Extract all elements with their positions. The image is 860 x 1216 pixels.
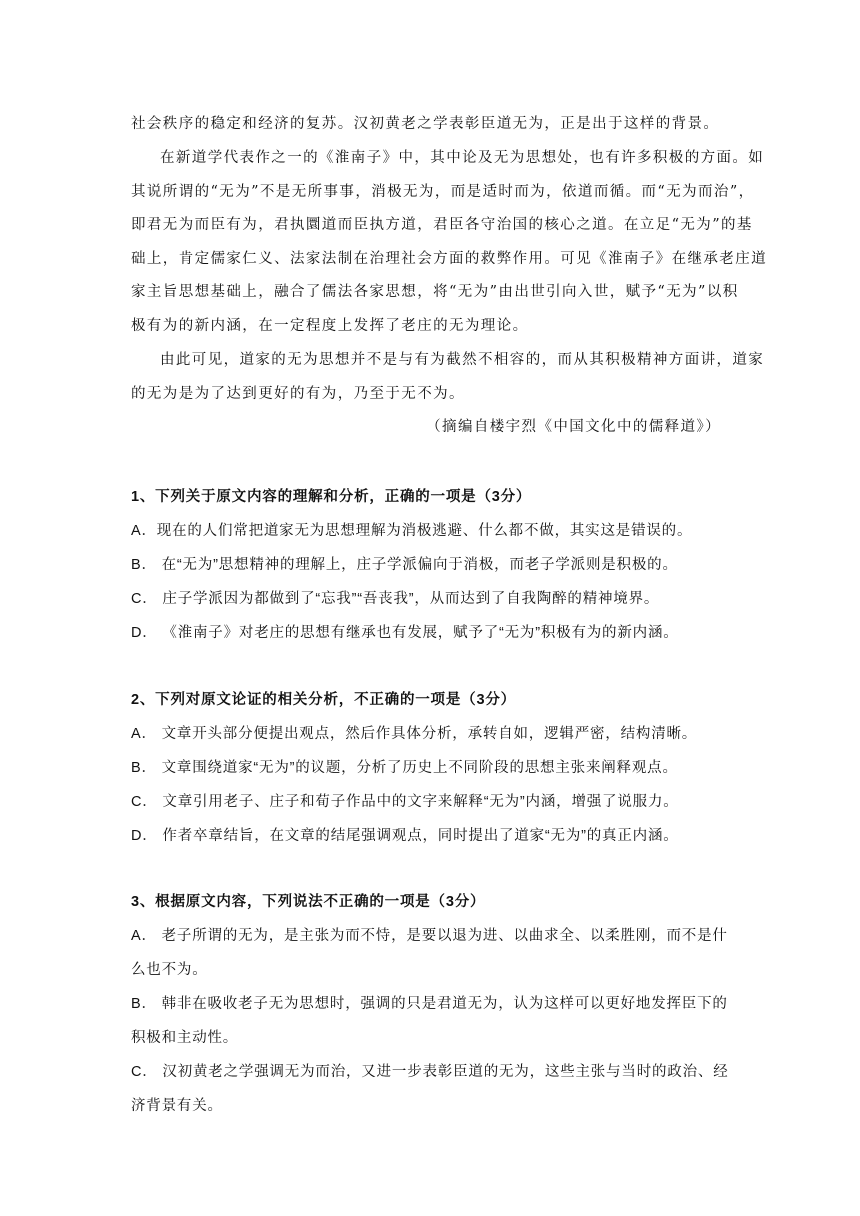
passage-line: 其说所谓的“无为”不是无所事事，消极无为，而是适时而为，依道而循。而“无为而治”， <box>131 184 755 200</box>
question-1-option-a: A．现在的人们常把道家无为思想理解为消极逃避、什么都不做，其实这是错误的。 <box>131 523 693 539</box>
question-2-option-b: B． 文章围绕道家“无为”的议题，分析了历史上不同阶段的思想主张来阐释观点。 <box>131 760 678 776</box>
question-3-option-c: C． 汉初黄老之学强调无为而治，又进一步表彰臣道的无为，这些主张与当时的政治、经 <box>131 1064 729 1080</box>
passage-line: 即君无为而臣有为，君执圜道而臣执方道，君臣各守治国的核心之道。在立足“无为”的基 <box>131 217 753 233</box>
passage-line: 础上，肯定儒家仁义、法家法制在治理社会方面的救弊作用。可见《淮南子》在继承老庄道 <box>131 251 767 267</box>
question-3-option-a: A． 老子所谓的无为，是主张为而不恃，是要以退为进、以曲求全、以柔胜刚，而不是什 <box>131 928 728 944</box>
question-2-option-a: A． 文章开头部分便提出观点，然后作具体分析，承转自如，逻辑严密，结构清晰。 <box>131 726 698 742</box>
question-3-option-a-continued: 么也不为。 <box>131 962 208 978</box>
question-1-option-c: C． 庄子学派因为都做到了“忘我”“吾丧我”，从而达到了自我陶醉的精神境界。 <box>131 591 660 607</box>
passage-line: 由此可见，道家的无为思想并不是与有为截然不相容的，而从其积极精神方面讲，道家 <box>160 352 765 368</box>
passage-line: 在新道学代表作之一的《淮南子》中，其中论及无为思想处，也有许多积极的方面。如 <box>160 150 765 166</box>
question-2-option-c: C． 文章引用老子、庄子和荀子作品中的文字来解释“无为”内涵，增强了说服力。 <box>131 794 679 810</box>
question-3-title: 3、根据原文内容，下列说法不正确的一项是（3分） <box>131 894 486 910</box>
passage-line: 极有为的新内涵，在一定程度上发挥了老庄的无为理论。 <box>131 318 529 334</box>
passage-line: 的无为是为了达到更好的有为，乃至于无不为。 <box>131 386 465 402</box>
question-2-option-d: D． 作者卒章结旨，在文章的结尾强调观点，同时提出了道家“无为”的真正内涵。 <box>131 828 679 844</box>
question-1-title: 1、下列关于原文内容的理解和分析，正确的一项是（3分） <box>131 489 532 505</box>
passage-line: 家主旨思想基础上，融合了儒法各家思想，将“无为”由出世引向入世，赋予“无为”以积 <box>131 284 739 300</box>
passage-line: 社会秩序的稳定和经济的复苏。汉初黄老之学表彰臣道无为，正是出于这样的背景。 <box>131 116 720 132</box>
question-3-option-b: B． 韩非在吸收老子无为思想时，强调的只是君道无为，认为这样可以更好地发挥臣下的 <box>131 996 728 1012</box>
question-3-option-c-continued: 济背景有关。 <box>131 1098 223 1114</box>
question-1-option-d: D． 《淮南子》对老庄的思想有继承也有发展，赋予了“无为”积极有为的新内涵。 <box>131 625 679 641</box>
question-3-option-b-continued: 积极和主动性。 <box>131 1030 239 1046</box>
question-1-option-b: B． 在“无为”思想精神的理解上，庄子学派偏向于消极，而老子学派则是积极的。 <box>131 557 678 573</box>
passage-source: （摘编自楼宇烈《中国文化中的儒释道》） <box>426 419 721 435</box>
question-2-title: 2、下列对原文论证的相关分析，不正确的一项是（3分） <box>131 692 516 708</box>
